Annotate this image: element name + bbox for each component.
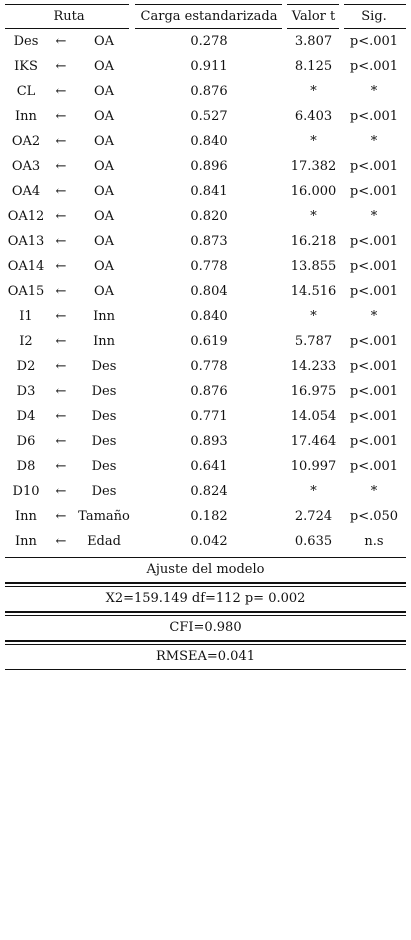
path-to-cell: Des	[91, 434, 117, 449]
arrow-icon: ←	[55, 534, 67, 549]
path-to-cell: OA	[93, 184, 115, 199]
valor-t-cell: 3.807	[294, 34, 333, 49]
path-from-cell: Inn	[15, 109, 37, 124]
path-to-cell: Des	[91, 359, 117, 374]
arrow-icon: ←	[55, 334, 67, 349]
path-to-cell: OA	[93, 134, 115, 149]
model-fit-section	[5, 557, 406, 670]
sig-cell: p<.001	[349, 384, 399, 399]
valor-t-cell: *	[310, 309, 317, 324]
arrow-icon: ←	[55, 259, 67, 274]
fit-title: Ajuste del modelo	[5, 557, 406, 583]
fit-cfi: CFI=0.980	[5, 615, 406, 641]
valor-t-cell: 2.724	[294, 509, 333, 524]
path-to-cell: OA	[93, 234, 115, 249]
path-from-cell: OA15	[7, 284, 45, 299]
path-to-cell: Inn	[93, 334, 115, 349]
valor-t-cell: 14.054	[290, 409, 337, 424]
carga-cell: 0.896	[190, 159, 228, 174]
valor-t-cell: 10.997	[290, 459, 337, 474]
carga-cell: 0.619	[190, 334, 228, 349]
table-row	[5, 504, 406, 529]
path-from-cell: IKS	[14, 59, 38, 74]
arrow-icon: ←	[55, 59, 67, 74]
table-row	[5, 329, 406, 354]
arrow-icon: ←	[55, 159, 67, 174]
carga-cell: 0.841	[190, 184, 228, 199]
fit-chi-square: X2=159.149 df=112 p= 0.002	[5, 586, 406, 612]
table-row	[5, 179, 406, 204]
sig-cell: p<.001	[349, 259, 399, 274]
sig-cell: *	[370, 309, 378, 324]
table-row	[5, 229, 406, 254]
path-from-cell: D4	[16, 409, 36, 424]
arrow-icon: ←	[55, 184, 67, 199]
path-to-cell: Des	[91, 384, 117, 399]
table-row	[5, 354, 406, 379]
path-to-cell: OA	[93, 209, 115, 224]
path-from-cell: Inn	[15, 509, 37, 524]
path-from-cell: D3	[16, 384, 36, 399]
arrow-icon: ←	[55, 309, 67, 324]
path-from-cell: OA2	[11, 134, 41, 149]
valor-t-cell: 17.464	[290, 434, 337, 449]
valor-t-cell: *	[310, 84, 317, 99]
path-to-cell: Des	[91, 484, 117, 499]
arrow-icon: ←	[55, 434, 67, 449]
path-to-cell: Des	[91, 459, 117, 474]
valor-t-cell: 16.218	[290, 234, 337, 249]
table-row	[5, 379, 406, 404]
carga-cell: 0.840	[190, 309, 228, 324]
sig-cell: *	[370, 484, 378, 499]
carga-cell: 0.778	[190, 359, 228, 374]
arrow-icon: ←	[55, 34, 67, 49]
carga-cell: 0.893	[190, 434, 228, 449]
arrow-icon: ←	[55, 509, 67, 524]
arrow-icon: ←	[55, 484, 67, 499]
table-row	[5, 429, 406, 454]
valor-t-cell: *	[310, 209, 317, 224]
table-row	[5, 304, 406, 329]
table-header-row	[5, 4, 406, 29]
path-to-cell: OA	[93, 34, 115, 49]
path-to-cell: OA	[93, 59, 115, 74]
sig-cell: p<.001	[349, 359, 399, 374]
header-carga-estandarizada: Carga estandarizada	[133, 4, 285, 29]
sig-cell: p<.001	[349, 109, 399, 124]
valor-t-cell: 14.233	[290, 359, 337, 374]
path-from-cell: D8	[16, 459, 36, 474]
table-row	[5, 404, 406, 429]
sig-cell: *	[370, 134, 378, 149]
fit-rmsea: RMSEA=0.041	[5, 644, 406, 670]
sig-cell: p<.001	[349, 59, 399, 74]
table-row	[5, 129, 406, 154]
path-from-cell: OA12	[7, 209, 45, 224]
path-from-cell: D10	[12, 484, 40, 499]
path-to-cell: Tamaño	[78, 509, 130, 524]
path-from-cell: OA14	[7, 259, 45, 274]
path-to-cell: OA	[93, 284, 115, 299]
valor-t-cell: *	[310, 484, 317, 499]
carga-cell: 0.820	[190, 209, 228, 224]
valor-t-cell: *	[310, 134, 317, 149]
table-row	[5, 529, 406, 554]
sig-cell: p<.001	[349, 184, 399, 199]
carga-cell: 0.873	[190, 234, 228, 249]
arrow-icon: ←	[55, 134, 67, 149]
sig-cell: p<.050	[349, 509, 399, 524]
carga-cell: 0.771	[190, 409, 228, 424]
arrow-icon: ←	[55, 409, 67, 424]
header-ruta: Ruta	[5, 4, 133, 29]
valor-t-cell: 0.635	[294, 534, 333, 549]
valor-t-cell: 16.000	[290, 184, 337, 199]
path-from-cell: OA4	[11, 184, 41, 199]
valor-t-cell: 13.855	[290, 259, 337, 274]
arrow-icon: ←	[55, 84, 67, 99]
table-row	[5, 79, 406, 104]
table-body	[5, 29, 406, 554]
arrow-icon: ←	[55, 234, 67, 249]
sig-cell: *	[370, 209, 378, 224]
table-row	[5, 154, 406, 179]
path-from-cell: OA13	[7, 234, 45, 249]
path-to-cell: OA	[93, 159, 115, 174]
sig-cell: n.s	[364, 534, 384, 549]
carga-cell: 0.182	[190, 509, 228, 524]
carga-cell: 0.804	[190, 284, 228, 299]
header-sig: Sig.	[342, 4, 406, 29]
table-row	[5, 254, 406, 279]
carga-cell: 0.527	[190, 109, 228, 124]
path-from-cell: D6	[16, 434, 36, 449]
table-row	[5, 204, 406, 229]
path-to-cell: OA	[93, 84, 115, 99]
sig-cell: p<.001	[349, 334, 399, 349]
table-row	[5, 279, 406, 304]
table-row	[5, 54, 406, 79]
sig-cell: *	[370, 84, 378, 99]
carga-cell: 0.840	[190, 134, 228, 149]
sig-cell: p<.001	[349, 459, 399, 474]
path-from-cell: Des	[13, 34, 39, 49]
valor-t-cell: 14.516	[290, 284, 337, 299]
path-from-cell: CL	[16, 84, 36, 99]
carga-cell: 0.876	[190, 384, 228, 399]
carga-cell: 0.042	[190, 534, 228, 549]
table-row	[5, 479, 406, 504]
sig-cell: p<.001	[349, 234, 399, 249]
valor-t-cell: 6.403	[294, 109, 333, 124]
sig-cell: p<.001	[349, 159, 399, 174]
path-from-cell: I1	[19, 309, 33, 324]
path-to-cell: Edad	[87, 534, 121, 549]
arrow-icon: ←	[55, 209, 67, 224]
path-from-cell: OA3	[11, 159, 41, 174]
carga-cell: 0.876	[190, 84, 228, 99]
path-to-cell: Des	[91, 409, 117, 424]
path-to-cell: OA	[93, 109, 115, 124]
sig-cell: p<.001	[349, 284, 399, 299]
sig-cell: p<.001	[349, 34, 399, 49]
table-row	[5, 104, 406, 129]
path-from-cell: Inn	[15, 534, 37, 549]
arrow-icon: ←	[55, 284, 67, 299]
path-loadings-table	[5, 4, 406, 554]
valor-t-cell: 8.125	[294, 59, 333, 74]
arrow-icon: ←	[55, 384, 67, 399]
carga-cell: 0.824	[190, 484, 228, 499]
carga-cell: 0.641	[190, 459, 228, 474]
arrow-icon: ←	[55, 109, 67, 124]
sig-cell: p<.001	[349, 434, 399, 449]
valor-t-cell: 17.382	[290, 159, 337, 174]
table-row	[5, 29, 406, 54]
path-to-cell: OA	[93, 259, 115, 274]
path-from-cell: I2	[19, 334, 33, 349]
table-row	[5, 454, 406, 479]
carga-cell: 0.278	[190, 34, 228, 49]
path-to-cell: Inn	[93, 309, 115, 324]
arrow-icon: ←	[55, 359, 67, 374]
arrow-icon: ←	[55, 459, 67, 474]
header-valor-t: Valor t	[285, 4, 342, 29]
valor-t-cell: 16.975	[290, 384, 337, 399]
carga-cell: 0.778	[190, 259, 228, 274]
carga-cell: 0.911	[190, 59, 228, 74]
valor-t-cell: 5.787	[294, 334, 333, 349]
path-from-cell: D2	[16, 359, 36, 374]
sig-cell: p<.001	[349, 409, 399, 424]
